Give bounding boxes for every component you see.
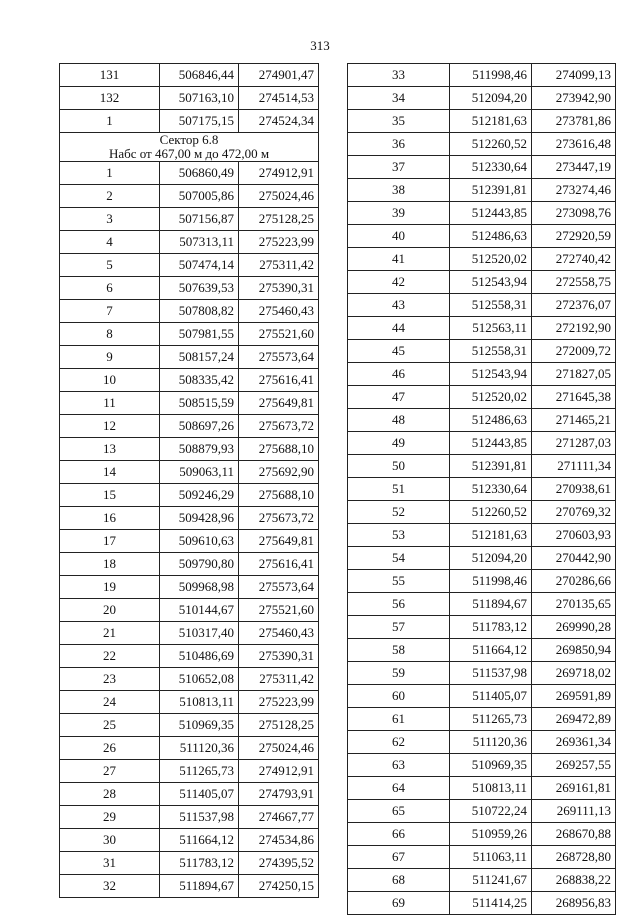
point-number-cell: 55 (348, 570, 450, 593)
point-number-cell: 58 (348, 639, 450, 662)
y-coordinate-cell: 275692,90 (239, 461, 319, 484)
table-row (348, 386, 616, 409)
point-number-cell: 69 (348, 892, 450, 915)
y-coordinate-cell: 272920,59 (532, 225, 616, 248)
table-row (60, 323, 319, 346)
x-coordinate-cell: 507005,86 (160, 185, 239, 208)
y-coordinate-cell: 271827,05 (532, 363, 616, 386)
x-coordinate-cell: 509790,80 (160, 553, 239, 576)
table-row (348, 202, 616, 225)
y-coordinate-cell: 268728,80 (532, 846, 616, 869)
y-coordinate-cell: 272009,72 (532, 340, 616, 363)
table-row (60, 645, 319, 668)
point-number-cell: 52 (348, 501, 450, 524)
x-coordinate-cell: 507808,82 (160, 300, 239, 323)
x-coordinate-cell: 512520,02 (450, 248, 532, 271)
point-number-cell: 10 (60, 369, 160, 392)
point-number-cell: 30 (60, 829, 160, 852)
table-row (348, 248, 616, 271)
x-coordinate-cell: 512486,63 (450, 409, 532, 432)
x-coordinate-cell: 510486,69 (160, 645, 239, 668)
y-coordinate-cell: 269718,02 (532, 662, 616, 685)
table-row (348, 64, 616, 87)
point-number-cell: 5 (60, 254, 160, 277)
y-coordinate-cell: 274524,34 (239, 110, 319, 133)
x-coordinate-cell: 512260,52 (450, 501, 532, 524)
x-coordinate-cell: 512260,52 (450, 133, 532, 156)
table-row (60, 231, 319, 254)
x-coordinate-cell: 509610,63 (160, 530, 239, 553)
point-number-cell: 13 (60, 438, 160, 461)
table-row (348, 800, 616, 823)
y-coordinate-cell: 272740,42 (532, 248, 616, 271)
y-coordinate-cell: 269161,81 (532, 777, 616, 800)
x-coordinate-cell: 511241,67 (450, 869, 532, 892)
table-row (348, 340, 616, 363)
y-coordinate-cell: 275460,43 (239, 622, 319, 645)
table-row (348, 823, 616, 846)
point-number-cell: 44 (348, 317, 450, 340)
y-coordinate-cell: 273616,48 (532, 133, 616, 156)
x-coordinate-cell: 511894,67 (160, 875, 239, 898)
point-number-cell: 64 (348, 777, 450, 800)
point-number-cell: 56 (348, 593, 450, 616)
table-row (348, 271, 616, 294)
x-coordinate-cell: 511664,12 (450, 639, 532, 662)
table-row (60, 208, 319, 231)
y-coordinate-cell: 274395,52 (239, 852, 319, 875)
table-row (60, 875, 319, 898)
y-coordinate-cell: 275460,43 (239, 300, 319, 323)
x-coordinate-cell: 511063,11 (450, 846, 532, 869)
point-number-cell: 26 (60, 737, 160, 760)
table-row (60, 110, 319, 133)
point-number-cell: 12 (60, 415, 160, 438)
point-number-cell: 23 (60, 668, 160, 691)
x-coordinate-cell: 507175,15 (160, 110, 239, 133)
point-number-cell: 132 (60, 87, 160, 110)
x-coordinate-cell: 512330,64 (450, 156, 532, 179)
table-row (60, 369, 319, 392)
sector-header-row (60, 133, 319, 162)
y-coordinate-cell: 273781,86 (532, 110, 616, 133)
point-number-cell: 19 (60, 576, 160, 599)
y-coordinate-cell: 275649,81 (239, 392, 319, 415)
sector-header (60, 133, 319, 162)
x-coordinate-cell: 511537,98 (160, 806, 239, 829)
y-coordinate-cell: 269990,28 (532, 616, 616, 639)
x-coordinate-cell: 510969,35 (450, 754, 532, 777)
x-coordinate-cell: 511537,98 (450, 662, 532, 685)
point-number-cell: 62 (348, 731, 450, 754)
y-coordinate-cell: 275649,81 (239, 530, 319, 553)
y-coordinate-cell: 275616,41 (239, 369, 319, 392)
point-number-cell: 15 (60, 484, 160, 507)
point-number-cell: 21 (60, 622, 160, 645)
x-coordinate-cell: 508515,59 (160, 392, 239, 415)
y-coordinate-cell: 270286,66 (532, 570, 616, 593)
table-row (348, 432, 616, 455)
table-row (60, 64, 319, 87)
y-coordinate-cell: 275673,72 (239, 415, 319, 438)
table-row (348, 616, 616, 639)
table-row (348, 501, 616, 524)
point-number-cell: 54 (348, 547, 450, 570)
y-coordinate-cell: 272558,75 (532, 271, 616, 294)
table-row (60, 806, 319, 829)
x-coordinate-cell: 507474,14 (160, 254, 239, 277)
point-number-cell: 48 (348, 409, 450, 432)
x-coordinate-cell: 508879,93 (160, 438, 239, 461)
x-coordinate-cell: 512563,11 (450, 317, 532, 340)
table-row (348, 754, 616, 777)
x-coordinate-cell: 511783,12 (160, 852, 239, 875)
x-coordinate-cell: 510813,11 (160, 691, 239, 714)
y-coordinate-cell: 269111,13 (532, 800, 616, 823)
x-coordinate-cell: 507163,10 (160, 87, 239, 110)
y-coordinate-cell: 274250,15 (239, 875, 319, 898)
point-number-cell: 22 (60, 645, 160, 668)
x-coordinate-cell: 512094,20 (450, 87, 532, 110)
table-row (60, 783, 319, 806)
table-row (60, 737, 319, 760)
y-coordinate-cell: 273274,46 (532, 179, 616, 202)
point-number-cell: 31 (60, 852, 160, 875)
table-row (60, 300, 319, 323)
point-number-cell: 28 (60, 783, 160, 806)
y-coordinate-cell: 274912,91 (239, 760, 319, 783)
table-row (60, 576, 319, 599)
x-coordinate-cell: 510959,26 (450, 823, 532, 846)
y-coordinate-cell: 268838,22 (532, 869, 616, 892)
x-coordinate-cell: 509063,11 (160, 461, 239, 484)
y-coordinate-cell: 274514,53 (239, 87, 319, 110)
x-coordinate-cell: 512486,63 (450, 225, 532, 248)
table-row (348, 133, 616, 156)
point-number-cell: 17 (60, 530, 160, 553)
table-row (348, 593, 616, 616)
table-row (60, 507, 319, 530)
point-number-cell: 47 (348, 386, 450, 409)
point-number-cell: 41 (348, 248, 450, 271)
point-number-cell: 24 (60, 691, 160, 714)
y-coordinate-cell: 270938,61 (532, 478, 616, 501)
x-coordinate-cell: 510652,08 (160, 668, 239, 691)
point-number-cell: 6 (60, 277, 160, 300)
y-coordinate-cell: 275688,10 (239, 484, 319, 507)
point-number-cell: 63 (348, 754, 450, 777)
point-number-cell: 8 (60, 323, 160, 346)
table-row (348, 639, 616, 662)
table-row (348, 409, 616, 432)
y-coordinate-cell: 275128,25 (239, 208, 319, 231)
y-coordinate-cell: 273098,76 (532, 202, 616, 225)
table-row (348, 662, 616, 685)
table-row (348, 179, 616, 202)
x-coordinate-cell: 512520,02 (450, 386, 532, 409)
coordinates-table-right (347, 63, 616, 915)
point-number-cell: 34 (348, 87, 450, 110)
point-number-cell: 59 (348, 662, 450, 685)
y-coordinate-cell: 271465,21 (532, 409, 616, 432)
y-coordinate-cell: 271645,38 (532, 386, 616, 409)
x-coordinate-cell: 512543,94 (450, 271, 532, 294)
x-coordinate-cell: 512558,31 (450, 340, 532, 363)
x-coordinate-cell: 506846,44 (160, 64, 239, 87)
point-number-cell: 42 (348, 271, 450, 294)
point-number-cell: 2 (60, 185, 160, 208)
y-coordinate-cell: 274793,91 (239, 783, 319, 806)
x-coordinate-cell: 512558,31 (450, 294, 532, 317)
x-coordinate-cell: 511405,07 (160, 783, 239, 806)
point-number-cell: 37 (348, 156, 450, 179)
point-number-cell: 61 (348, 708, 450, 731)
x-coordinate-cell: 507313,11 (160, 231, 239, 254)
point-number-cell: 11 (60, 392, 160, 415)
point-number-cell: 68 (348, 869, 450, 892)
y-coordinate-cell: 269472,89 (532, 708, 616, 731)
table-row (348, 547, 616, 570)
x-coordinate-cell: 511998,46 (450, 570, 532, 593)
table-row (348, 478, 616, 501)
table-row (348, 731, 616, 754)
y-coordinate-cell: 275390,31 (239, 277, 319, 300)
point-number-cell: 29 (60, 806, 160, 829)
point-number-cell: 53 (348, 524, 450, 547)
table-row (60, 599, 319, 622)
table-row (60, 852, 319, 875)
sector-title: Сектор 6.8 (159, 132, 219, 147)
x-coordinate-cell: 511414,25 (450, 892, 532, 915)
coordinates-table-left (59, 63, 319, 898)
x-coordinate-cell: 509968,98 (160, 576, 239, 599)
point-number-cell: 66 (348, 823, 450, 846)
y-coordinate-cell: 275128,25 (239, 714, 319, 737)
point-number-cell: 49 (348, 432, 450, 455)
x-coordinate-cell: 509246,29 (160, 484, 239, 507)
point-number-cell: 67 (348, 846, 450, 869)
table-row (60, 691, 319, 714)
table-row (348, 524, 616, 547)
point-number-cell: 51 (348, 478, 450, 501)
y-coordinate-cell: 268670,88 (532, 823, 616, 846)
x-coordinate-cell: 510969,35 (160, 714, 239, 737)
x-coordinate-cell: 512443,85 (450, 202, 532, 225)
point-number-cell: 9 (60, 346, 160, 369)
point-number-cell: 46 (348, 363, 450, 386)
point-number-cell: 20 (60, 599, 160, 622)
y-coordinate-cell: 275223,99 (239, 691, 319, 714)
point-number-cell: 40 (348, 225, 450, 248)
x-coordinate-cell: 512543,94 (450, 363, 532, 386)
table-row (60, 668, 319, 691)
x-coordinate-cell: 512391,81 (450, 455, 532, 478)
point-number-cell: 36 (348, 133, 450, 156)
table-row (60, 461, 319, 484)
y-coordinate-cell: 273942,90 (532, 87, 616, 110)
point-number-cell: 38 (348, 179, 450, 202)
point-number-cell: 25 (60, 714, 160, 737)
x-coordinate-cell: 512181,63 (450, 524, 532, 547)
point-number-cell: 35 (348, 110, 450, 133)
x-coordinate-cell: 511120,36 (450, 731, 532, 754)
point-number-cell: 33 (348, 64, 450, 87)
table-row (348, 363, 616, 386)
y-coordinate-cell: 274667,77 (239, 806, 319, 829)
table-row (60, 277, 319, 300)
table-row (348, 777, 616, 800)
y-coordinate-cell: 274912,91 (239, 162, 319, 185)
x-coordinate-cell: 512443,85 (450, 432, 532, 455)
table-row (60, 254, 319, 277)
x-coordinate-cell: 511265,73 (450, 708, 532, 731)
y-coordinate-cell: 275390,31 (239, 645, 319, 668)
y-coordinate-cell: 270442,90 (532, 547, 616, 570)
x-coordinate-cell: 512391,81 (450, 179, 532, 202)
y-coordinate-cell: 270769,32 (532, 501, 616, 524)
y-coordinate-cell: 275223,99 (239, 231, 319, 254)
table-row (60, 622, 319, 645)
point-number-cell: 65 (348, 800, 450, 823)
x-coordinate-cell: 511998,46 (450, 64, 532, 87)
y-coordinate-cell: 272376,07 (532, 294, 616, 317)
x-coordinate-cell: 512330,64 (450, 478, 532, 501)
y-coordinate-cell: 268956,83 (532, 892, 616, 915)
y-coordinate-cell: 275024,46 (239, 737, 319, 760)
point-number-cell: 1 (60, 110, 160, 133)
table-row (348, 685, 616, 708)
x-coordinate-cell: 512181,63 (450, 110, 532, 133)
table-row (60, 829, 319, 852)
y-coordinate-cell: 275573,64 (239, 346, 319, 369)
table-row (60, 438, 319, 461)
x-coordinate-cell: 508697,26 (160, 415, 239, 438)
y-coordinate-cell: 270135,65 (532, 593, 616, 616)
x-coordinate-cell: 507639,53 (160, 277, 239, 300)
table-row (348, 708, 616, 731)
point-number-cell: 16 (60, 507, 160, 530)
y-coordinate-cell: 269591,89 (532, 685, 616, 708)
y-coordinate-cell: 270603,93 (532, 524, 616, 547)
point-number-cell: 27 (60, 760, 160, 783)
x-coordinate-cell: 509428,96 (160, 507, 239, 530)
y-coordinate-cell: 273447,19 (532, 156, 616, 179)
point-number-cell: 14 (60, 461, 160, 484)
table-row (348, 225, 616, 248)
table-row (348, 317, 616, 340)
y-coordinate-cell: 275521,60 (239, 323, 319, 346)
table-row (348, 869, 616, 892)
x-coordinate-cell: 510722,24 (450, 800, 532, 823)
point-number-cell: 18 (60, 553, 160, 576)
x-coordinate-cell: 507981,55 (160, 323, 239, 346)
y-coordinate-cell: 274534,86 (239, 829, 319, 852)
y-coordinate-cell: 269850,94 (532, 639, 616, 662)
y-coordinate-cell: 275616,41 (239, 553, 319, 576)
y-coordinate-cell: 271111,34 (532, 455, 616, 478)
y-coordinate-cell: 272192,90 (532, 317, 616, 340)
y-coordinate-cell: 275673,72 (239, 507, 319, 530)
table-row (348, 110, 616, 133)
point-number-cell: 32 (60, 875, 160, 898)
table-row (60, 484, 319, 507)
x-coordinate-cell: 511405,07 (450, 685, 532, 708)
x-coordinate-cell: 507156,87 (160, 208, 239, 231)
point-number-cell: 60 (348, 685, 450, 708)
point-number-cell: 3 (60, 208, 160, 231)
x-coordinate-cell: 512094,20 (450, 547, 532, 570)
table-row (348, 156, 616, 179)
table-row (60, 392, 319, 415)
x-coordinate-cell: 511783,12 (450, 616, 532, 639)
x-coordinate-cell: 510813,11 (450, 777, 532, 800)
y-coordinate-cell: 275521,60 (239, 599, 319, 622)
point-number-cell: 50 (348, 455, 450, 478)
table-row (60, 714, 319, 737)
point-number-cell: 39 (348, 202, 450, 225)
x-coordinate-cell: 508157,24 (160, 346, 239, 369)
table-row (60, 760, 319, 783)
table-row (348, 892, 616, 915)
x-coordinate-cell: 510144,67 (160, 599, 239, 622)
x-coordinate-cell: 506860,49 (160, 162, 239, 185)
y-coordinate-cell: 275573,64 (239, 576, 319, 599)
table-row (60, 87, 319, 110)
table-row (60, 185, 319, 208)
x-coordinate-cell: 511894,67 (450, 593, 532, 616)
y-coordinate-cell: 271287,03 (532, 432, 616, 455)
point-number-cell: 57 (348, 616, 450, 639)
x-coordinate-cell: 510317,40 (160, 622, 239, 645)
point-number-cell: 4 (60, 231, 160, 254)
x-coordinate-cell: 511120,36 (160, 737, 239, 760)
y-coordinate-cell: 274099,13 (532, 64, 616, 87)
y-coordinate-cell: 275024,46 (239, 185, 319, 208)
table-row (60, 162, 319, 185)
table-row (348, 87, 616, 110)
table-row (348, 455, 616, 478)
x-coordinate-cell: 508335,42 (160, 369, 239, 392)
table-row (348, 846, 616, 869)
point-number-cell: 7 (60, 300, 160, 323)
point-number-cell: 45 (348, 340, 450, 363)
y-coordinate-cell: 275311,42 (239, 254, 319, 277)
table-row (60, 346, 319, 369)
point-number-cell: 43 (348, 294, 450, 317)
x-coordinate-cell: 511265,73 (160, 760, 239, 783)
point-number-cell: 1 (60, 162, 160, 185)
table-row (60, 415, 319, 438)
y-coordinate-cell: 269257,55 (532, 754, 616, 777)
table-row (60, 530, 319, 553)
page-number: 313 (310, 38, 330, 53)
point-number-cell: 131 (60, 64, 160, 87)
x-coordinate-cell: 511664,12 (160, 829, 239, 852)
table-row (348, 570, 616, 593)
table-row (348, 294, 616, 317)
table-row (60, 553, 319, 576)
y-coordinate-cell: 275688,10 (239, 438, 319, 461)
y-coordinate-cell: 269361,34 (532, 731, 616, 754)
y-coordinate-cell: 274901,47 (239, 64, 319, 87)
y-coordinate-cell: 275311,42 (239, 668, 319, 691)
sector-subtitle: Набс от 467,00 м до 472,00 м (108, 146, 270, 161)
